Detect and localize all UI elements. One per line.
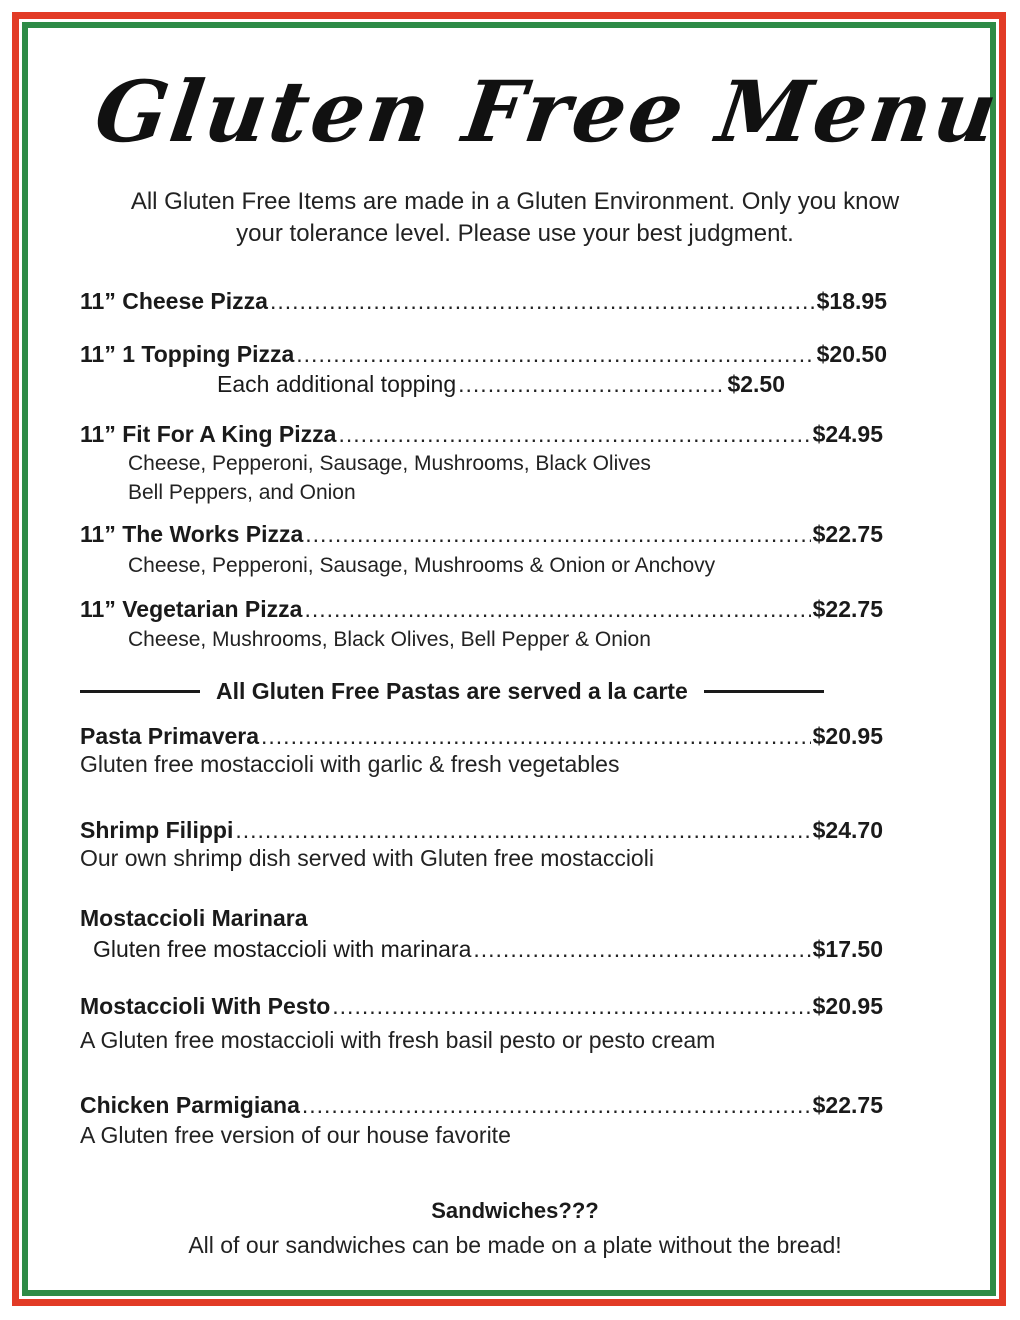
disclaimer-line-2: your tolerance level. Please use your best judgment. bbox=[236, 220, 794, 247]
item-description: Our own shrimp dish served with Gluten free mostaccioli bbox=[80, 845, 654, 871]
item-description: A Gluten free version of our house favorite bbox=[80, 1122, 511, 1148]
menu-item-pasta-primavera bbox=[80, 723, 883, 750]
menu-title: Gluten Free Menu bbox=[89, 62, 1006, 161]
item-description: Gluten free mostaccioli with marinara bbox=[93, 936, 472, 962]
leader-dots bbox=[332, 993, 810, 1020]
item-name: Shrimp Filippi bbox=[80, 817, 234, 843]
menu-item-mostaccioli-marinara-name: Mostaccioli Marinara bbox=[80, 905, 308, 931]
item-price: $20.95 bbox=[812, 993, 883, 1019]
menu-item-vegetarian-pizza bbox=[80, 596, 883, 623]
menu-item-chicken-parmigiana bbox=[80, 1092, 883, 1119]
item-description: Gluten free mostaccioli with garlic & fresh vegetables bbox=[80, 751, 620, 777]
additional-topping-line bbox=[217, 371, 785, 398]
item-name: 11” Vegetarian Pizza bbox=[80, 596, 303, 622]
menu-item-the-works-pizza bbox=[80, 521, 883, 548]
divider-rule-right bbox=[704, 690, 824, 693]
pasta-separator-text: All Gluten Free Pastas are served a la carte bbox=[216, 678, 688, 704]
sandwiches-note: All of our sandwiches can be made on a plate without the bread! bbox=[188, 1232, 842, 1258]
menu-item-mostaccioli-with-pesto bbox=[80, 993, 883, 1020]
menu-item-fit-for-a-king-pizza bbox=[80, 421, 883, 448]
leader-dots bbox=[305, 521, 810, 548]
menu-item-mostaccioli-marinara bbox=[93, 936, 883, 963]
item-name: 11” Fit For A King Pizza bbox=[80, 421, 337, 447]
leader-dots bbox=[302, 1092, 811, 1119]
description-line-2: Bell Peppers, and Onion bbox=[128, 481, 356, 504]
item-description: Cheese, Pepperoni, Sausage, Mushrooms & Onion or Anchovy bbox=[128, 554, 716, 577]
additional-topping-price: $2.50 bbox=[727, 371, 785, 397]
item-name: Mostaccioli With Pesto bbox=[80, 993, 331, 1019]
menu-item-one-topping-pizza bbox=[80, 341, 887, 368]
disclaimer-line-1: All Gluten Free Items are made in a Gluten Environment. Only you know bbox=[130, 188, 900, 215]
menu-item-shrimp-filippi bbox=[80, 817, 883, 844]
item-price: $17.50 bbox=[812, 936, 883, 962]
item-name: 11” Cheese Pizza bbox=[80, 288, 268, 314]
item-price: $22.75 bbox=[812, 1092, 883, 1118]
leader-dots bbox=[270, 288, 815, 315]
item-description bbox=[128, 449, 651, 507]
item-price: $22.75 bbox=[812, 521, 883, 547]
pasta-section-divider bbox=[80, 678, 880, 705]
leader-dots bbox=[304, 596, 810, 623]
item-description: A Gluten free mostaccioli with fresh basil pesto or pesto cream bbox=[80, 1027, 716, 1053]
divider-rule-left bbox=[80, 690, 200, 693]
item-name: Pasta Primavera bbox=[80, 723, 260, 749]
leader-dots bbox=[458, 371, 725, 398]
leader-dots bbox=[235, 817, 810, 844]
item-name: 11” The Works Pizza bbox=[80, 521, 304, 547]
leader-dots bbox=[338, 421, 810, 448]
item-price: $22.75 bbox=[812, 596, 883, 622]
additional-topping-label: Each additional topping bbox=[217, 371, 457, 397]
leader-dots bbox=[473, 936, 810, 963]
item-price: $24.95 bbox=[812, 421, 883, 447]
item-name: Chicken Parmigiana bbox=[80, 1092, 300, 1118]
description-line-1: Cheese, Pepperoni, Sausage, Mushrooms, Black Olives bbox=[128, 452, 651, 475]
item-description: Cheese, Mushrooms, Black Olives, Bell Pepper & Onion bbox=[128, 628, 651, 651]
leader-dots bbox=[296, 341, 814, 368]
gluten-disclaimer bbox=[80, 186, 950, 250]
leader-dots bbox=[261, 723, 811, 750]
item-price: $20.95 bbox=[812, 723, 883, 749]
item-name: 11” 1 Topping Pizza bbox=[80, 341, 295, 367]
item-price: $20.50 bbox=[816, 341, 887, 367]
item-price: $18.95 bbox=[816, 288, 887, 314]
menu-item-cheese-pizza bbox=[80, 288, 887, 315]
item-price: $24.70 bbox=[812, 817, 883, 843]
sandwiches-heading: Sandwiches??? bbox=[431, 1198, 599, 1223]
